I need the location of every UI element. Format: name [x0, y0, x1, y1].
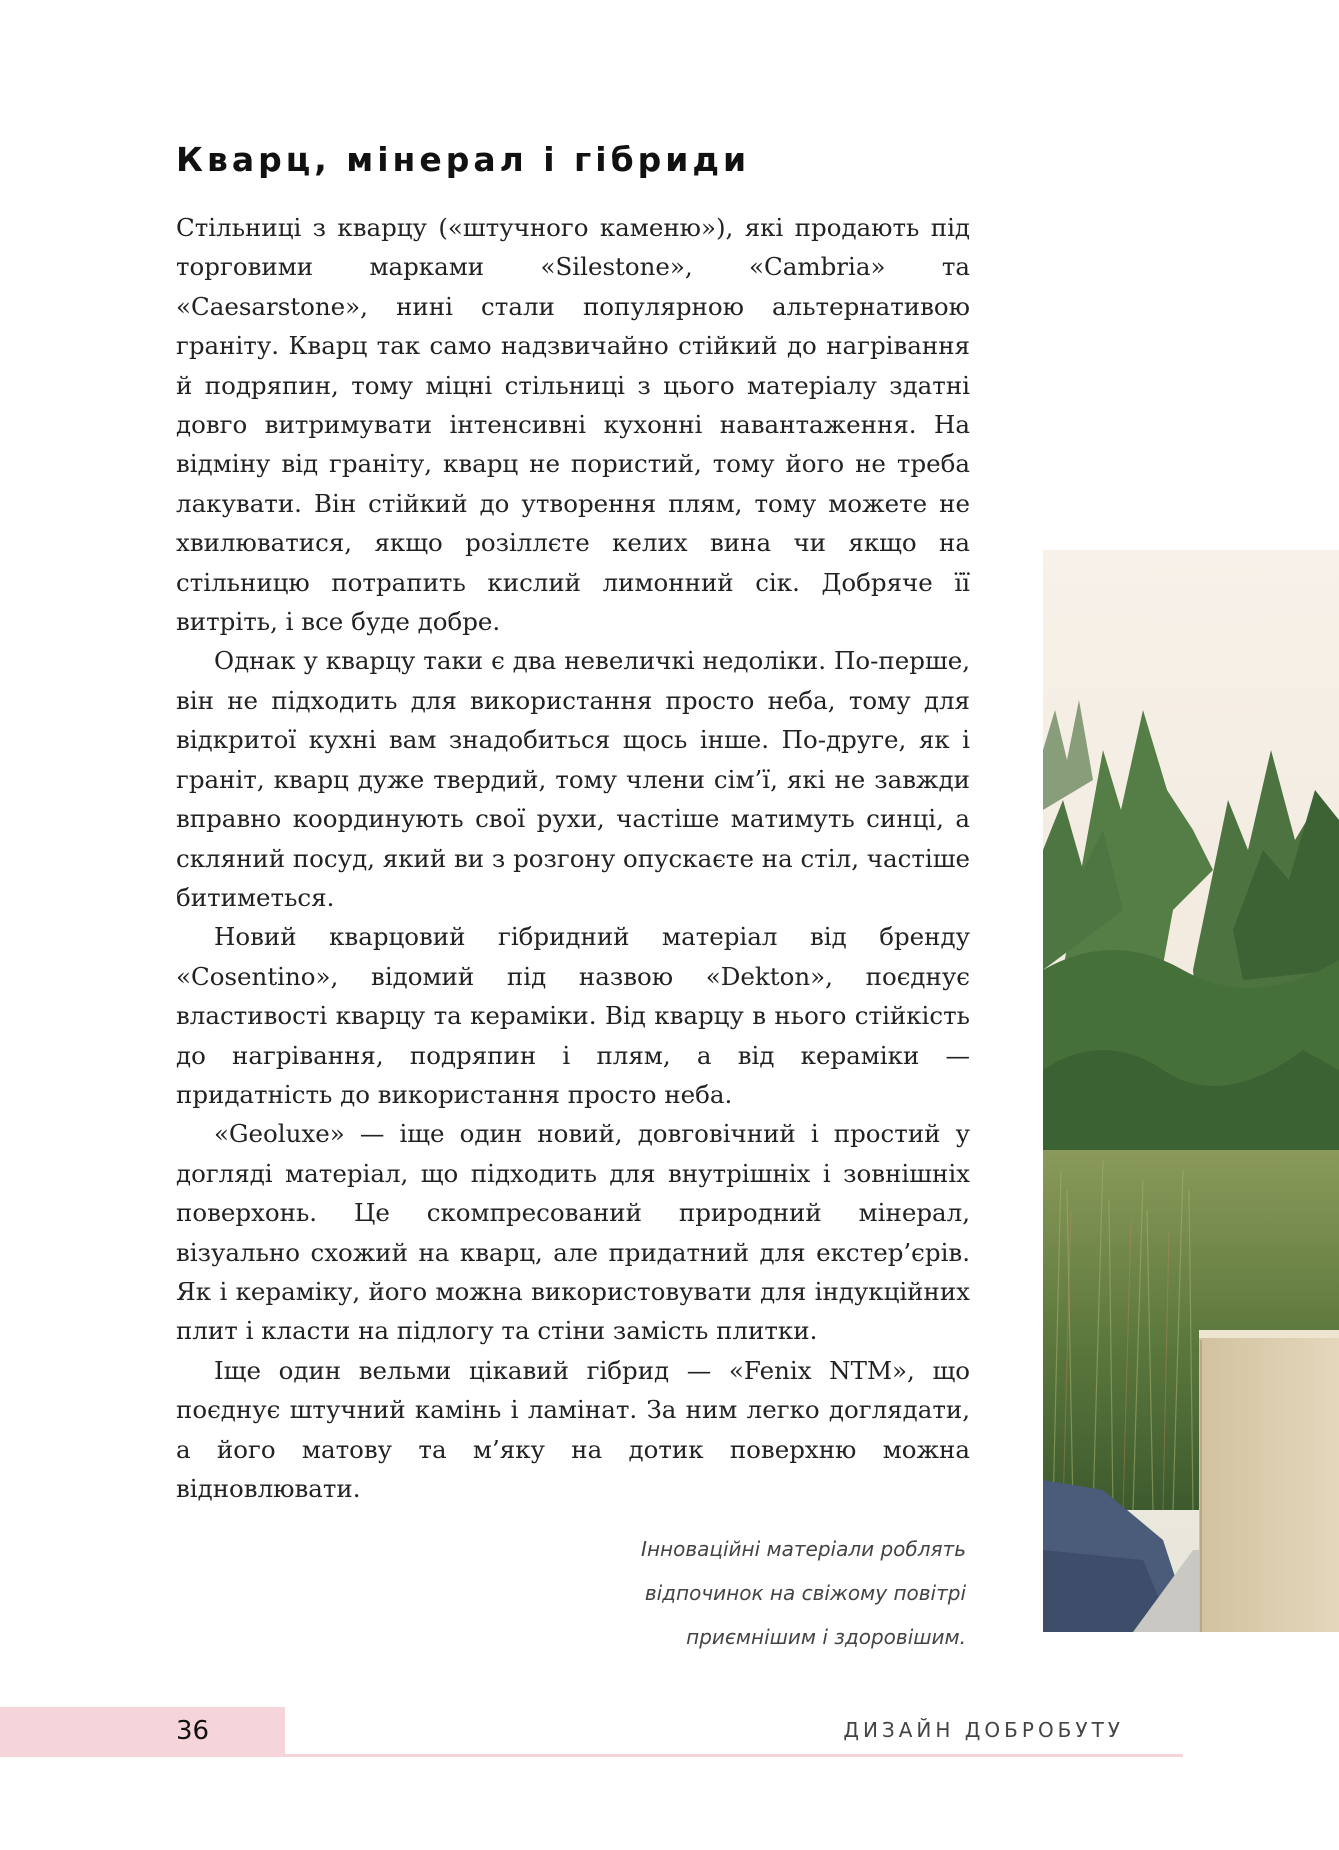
section-heading: Кварц, мінерал і гібриди [176, 140, 751, 179]
running-title: ДИЗАЙН ДОБРОБУТУ [843, 1718, 1124, 1742]
caption-line: Інноваційні матеріали роблять [641, 1537, 966, 1561]
footer-band [0, 1707, 285, 1757]
caption-line: відпочинок на свіжому повітрі [644, 1581, 966, 1605]
paragraph: «Geoluxe» — іще один новий, довговічний і простий у догляді матеріал, що підходить для внутрішніх і зовнішніх поверхонь. Це скомпресований природний мінерал, візуально схожий на кварц, але придатний для екстер’єрів. Як і кераміку, його можна використовувати для індукційних плит і класти на підлогу та стіни замість плитки. [176, 1119, 970, 1346]
page-number: 36 [176, 1716, 210, 1746]
photo-caption [560, 1527, 966, 1659]
caption-line: приємнішим і здоровішим. [686, 1625, 966, 1649]
outdoor-garden-photo [1043, 550, 1339, 1632]
paragraph: Стільниці з кварцу («штучного каменю»), які продають під торговими марками «Silestone», «Cambria» та «Caesarstone», нині стали популярною альтернативою граніту. Кварц так само надзвичайно стійкий до нагрівання й подряпин, тому міцні стільниці з цього матеріалу здатні довго витримувати інтенсивні кухонні навантаження. На відміну від граніту, кварц не пористий, тому його не треба лакувати. Він стійкий до утворення плям, тому можете не хвилюватися, якщо розіллєте келих вина чи якщо на стільницю потрапить кислий лимонний сік. Добряче її витріть, і все буде добре. [176, 213, 970, 637]
paragraph: Іще один вельми цікавий гібрид — «Fenix NTM», що поєднує штучний камінь і ламінат. За ним легко доглядати, а його матову та м’яку на дотик поверхню можна відновлювати. [176, 1355, 970, 1503]
footer-rule [285, 1754, 1183, 1757]
paragraph: Новий кварцовий гібридний матеріал від бренду «Cosentino», відомий під назвою «Dekton», поєднує властивості кварцу та кераміки. Від кварцу в нього стійкість до нагрівання, подряпин і плям, а від кераміки — придатність до використання просто неба. [176, 922, 970, 1109]
body-text [176, 208, 970, 1508]
paragraph: Однак у кварцу таки є два невеличкі недоліки. По-перше, він не підходить для використання просто неба, тому для відкритої кухні вам знадобиться щось інше. По-друге, як і граніт, кварц дуже твердий, тому члени сім’ї, які не завжди вправно координують свої рухи, частіше матимуть синці, а скляний посуд, який ви з розгону опускаєте на стіл, частіше битиметься. [176, 646, 970, 912]
